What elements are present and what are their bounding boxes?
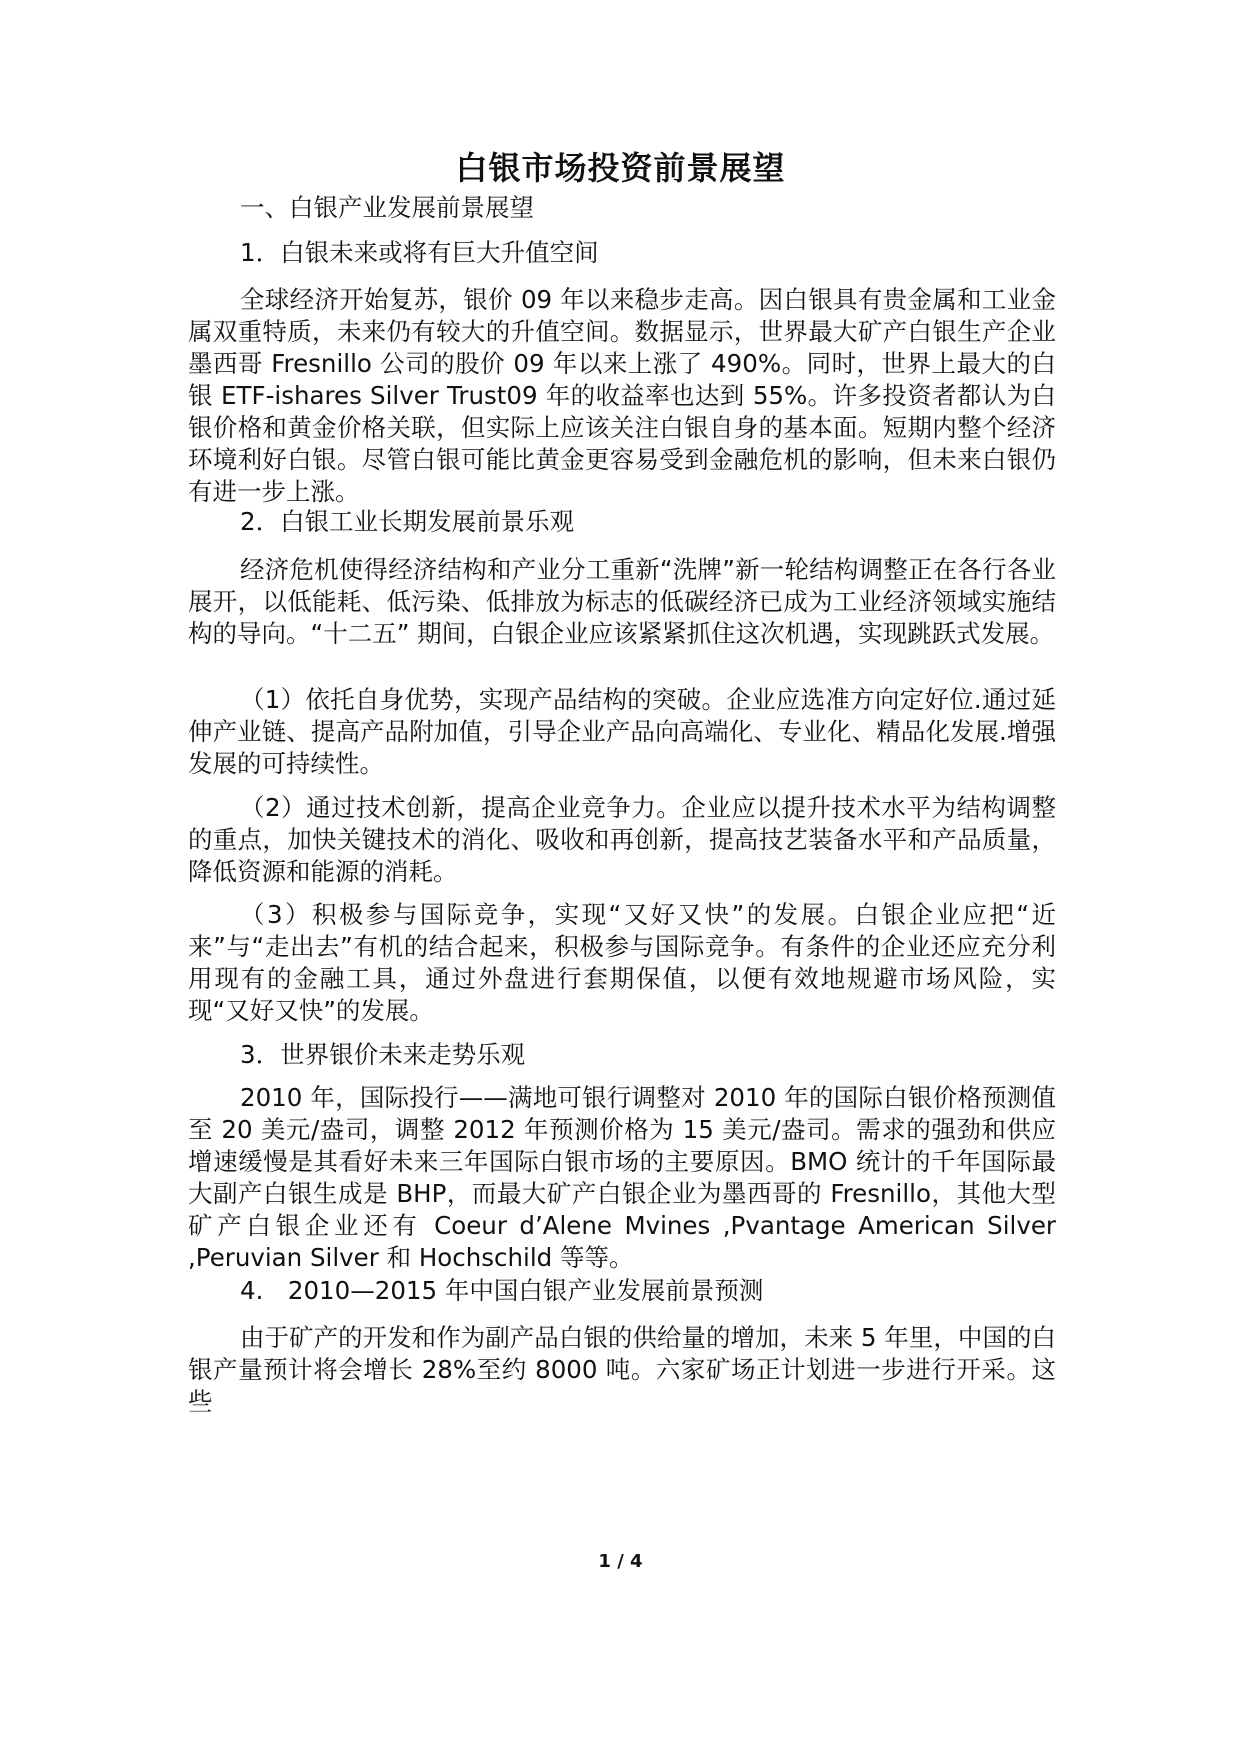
paragraph-1: 全球经济开始复苏，银价 09 年以来稳步走高。因白银具有贵金属和工业金属双重特质，未来仍有较大的升值空间。数据显示，世界最大矿产白银生产企业墨西哥 Fresnillo 公司的股价 09 年以来上涨了 490%。同时，世界上最大的白银 ETF-ishares Silver Trust09 年的收益率也达到 55%。许多投资者都认为白银价格和黄金价格关联，但实际上应该关注白银自身的基本面。短期内整个经济环境利好白银。尽管白银可能比黄金更容易受到金融危机的影响，但未来白银仍有进一步上涨。 bbox=[188, 285, 1056, 506]
paragraph-2: 经济危机使得经济结构和产业分工重新“洗牌”新一轮结构调整正在各行各业展开，以低能耗、低污染、低排放为标志的低碳经济已成为工业经济领域实施结构的导向。“十二五” 期间，白银企业应该紧紧抓住这次机遇，实现跳跃式发展。 bbox=[188, 555, 1056, 648]
paragraph-3: （1）依托自身优势，实现产品结构的突破。企业应选准方向定好位.通过延伸产业链、提高产品附加值，引导企业产品向高端化、专业化、精品化发展.增强发展的可持续性。 bbox=[188, 685, 1056, 778]
subsection-heading-2: 2．白银工业长期发展前景乐观 bbox=[240, 507, 575, 536]
paragraph-5: （3）积极参与国际竞争，实现“又好又快”的发展。白银企业应把“近来”与“走出去”有机的结合起来，积极参与国际竞争。有条件的企业还应充分利用现有的金融工具，通过外盘进行套期保值，以便有效地规避市场风险，实现“又好又快”的发展。 bbox=[188, 900, 1056, 1025]
page-number: 1 / 4 bbox=[598, 1551, 643, 1572]
paragraph-4: （2）通过技术创新，提高企业竞争力。企业应以提升技术水平为结构调整的重点，加快关键技术的消化、吸收和再创新，提高技艺装备水平和产品质量，降低资源和能源的消耗。 bbox=[188, 793, 1056, 886]
section-heading-1: 一、白银产业发展前景展望 bbox=[240, 193, 534, 222]
paragraph-7: 由于矿产的开发和作为副产品白银的供给量的增加，未来 5 年里，中国的白银产量预计将会增长 28%至约 8000 吨。六家矿场正计划进一步进行开采。这些 bbox=[188, 1323, 1056, 1416]
subsection-heading-1: 1．白银未来或将有巨大升值空间 bbox=[240, 238, 599, 267]
document-title: 白银市场投资前景展望 bbox=[455, 149, 786, 187]
subsection-heading-3: 3．世界银价未来走势乐观 bbox=[240, 1040, 526, 1069]
paragraph-6: 2010 年，国际投行——满地可银行调整对 2010 年的国际白银价格预测值至 20 美元/盎司，调整 2012 年预测价格为 15 美元/盎司。需求的强劲和供应增速缓慢是其看好未来三年国际白银市场的主要原因。BMO 统计的千年国际最大副产白银生成是 BHP，而最大矿产白银企业为墨西哥的 Fresnillo，其他大型矿产白银企业还有 Coeur d’Alene Mvines ,Pvantage American Silver ,Peruvian Silver 和 Hochschild 等等。 bbox=[188, 1083, 1056, 1272]
subsection-heading-4: 4. 2010—2015 年中国白银产业发展前景预测 bbox=[240, 1276, 764, 1305]
